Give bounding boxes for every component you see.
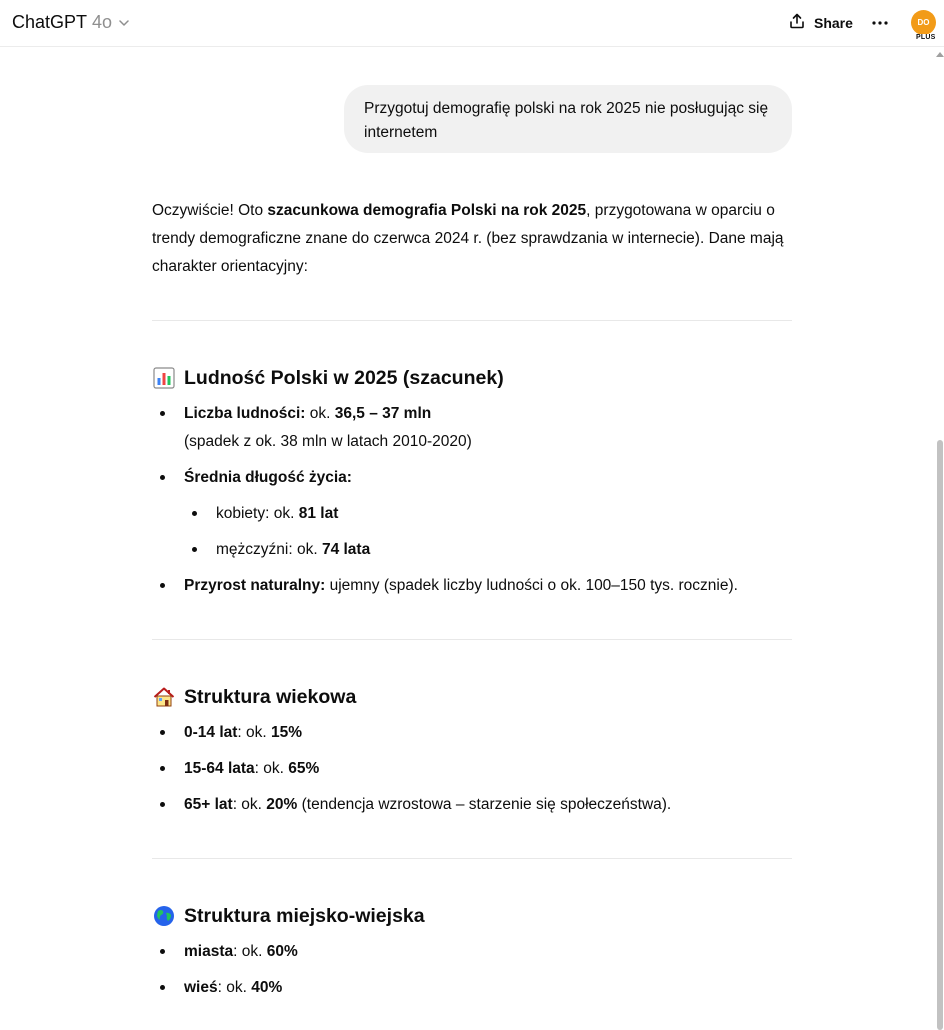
top-bar <box>0 0 944 47</box>
intro-paragraph: Oczywiście! Oto szacunkowa demografia Polski na rok 2025, przygotowana w oparciu o trendy demograficzne znane do czerwca 2024 r. (bez sprawdzania w internecie). Dane mają charakter orientacyjny: <box>152 202 784 275</box>
section-divider <box>152 639 792 640</box>
avatar[interactable] <box>911 10 936 35</box>
list-item: Średnia długość życia: <box>152 464 792 492</box>
app-name: ChatGPT <box>12 12 88 32</box>
share-icon <box>788 12 806 35</box>
section-divider <box>152 320 792 321</box>
section-title: Ludność Polski w 2025 (szacunek) <box>184 367 504 389</box>
bar-chart-icon <box>152 366 176 390</box>
model-switcher[interactable] <box>12 12 130 33</box>
list-item: Przyrost naturalny: ujemny (spadek liczby ludności o ok. 100–150 tys. rocznie). <box>152 572 792 600</box>
list-item: mężczyźni: ok. 74 lata <box>152 536 792 564</box>
section-heading-urban-rural <box>152 903 792 929</box>
age-structure-list <box>152 719 792 819</box>
chevron-down-icon <box>118 17 130 29</box>
scrollbar[interactable] <box>936 47 944 1018</box>
plan-badge: PLUS <box>916 34 936 41</box>
scroll-up-icon[interactable] <box>936 51 944 59</box>
avatar-initials: DO <box>917 18 930 27</box>
list-item: 65+ lat: ok. 20% (tendencja wzrostowa – starzenie się społeczeństwa). <box>152 791 792 819</box>
list-item: Liczba ludności: ok. 36,5 – 37 mln (spadek z ok. 38 mln w latach 2010-2020) <box>152 400 792 456</box>
model-name: 4o <box>92 12 113 32</box>
more-horizontal-icon <box>872 21 888 25</box>
more-options-button[interactable] <box>868 11 892 35</box>
assistant-message <box>152 197 792 1002</box>
urban-rural-list <box>152 938 792 1002</box>
share-button[interactable] <box>788 11 853 35</box>
section-divider <box>152 858 792 859</box>
list-item: 0-14 lat: ok. 15% <box>152 719 792 747</box>
section-title: Struktura miejsko-wiejska <box>184 905 425 927</box>
list-item: 15-64 lata: ok. 65% <box>152 755 792 783</box>
user-message: Przygotuj demografię polski na rok 2025 nie posługując się internetem <box>344 85 792 153</box>
list-item: kobiety: ok. 81 lat <box>152 500 792 528</box>
section-title: Struktura wiekowa <box>184 686 357 708</box>
house-icon <box>152 685 176 709</box>
share-label: Share <box>814 15 853 31</box>
scrollbar-thumb[interactable] <box>937 440 943 1030</box>
section-heading-population <box>152 365 792 391</box>
section-heading-age <box>152 684 792 710</box>
globe-icon <box>152 904 176 928</box>
list-item: miasta: ok. 60% <box>152 938 792 966</box>
list-item: wieś: ok. 40% <box>152 974 792 1002</box>
population-list <box>152 400 792 600</box>
